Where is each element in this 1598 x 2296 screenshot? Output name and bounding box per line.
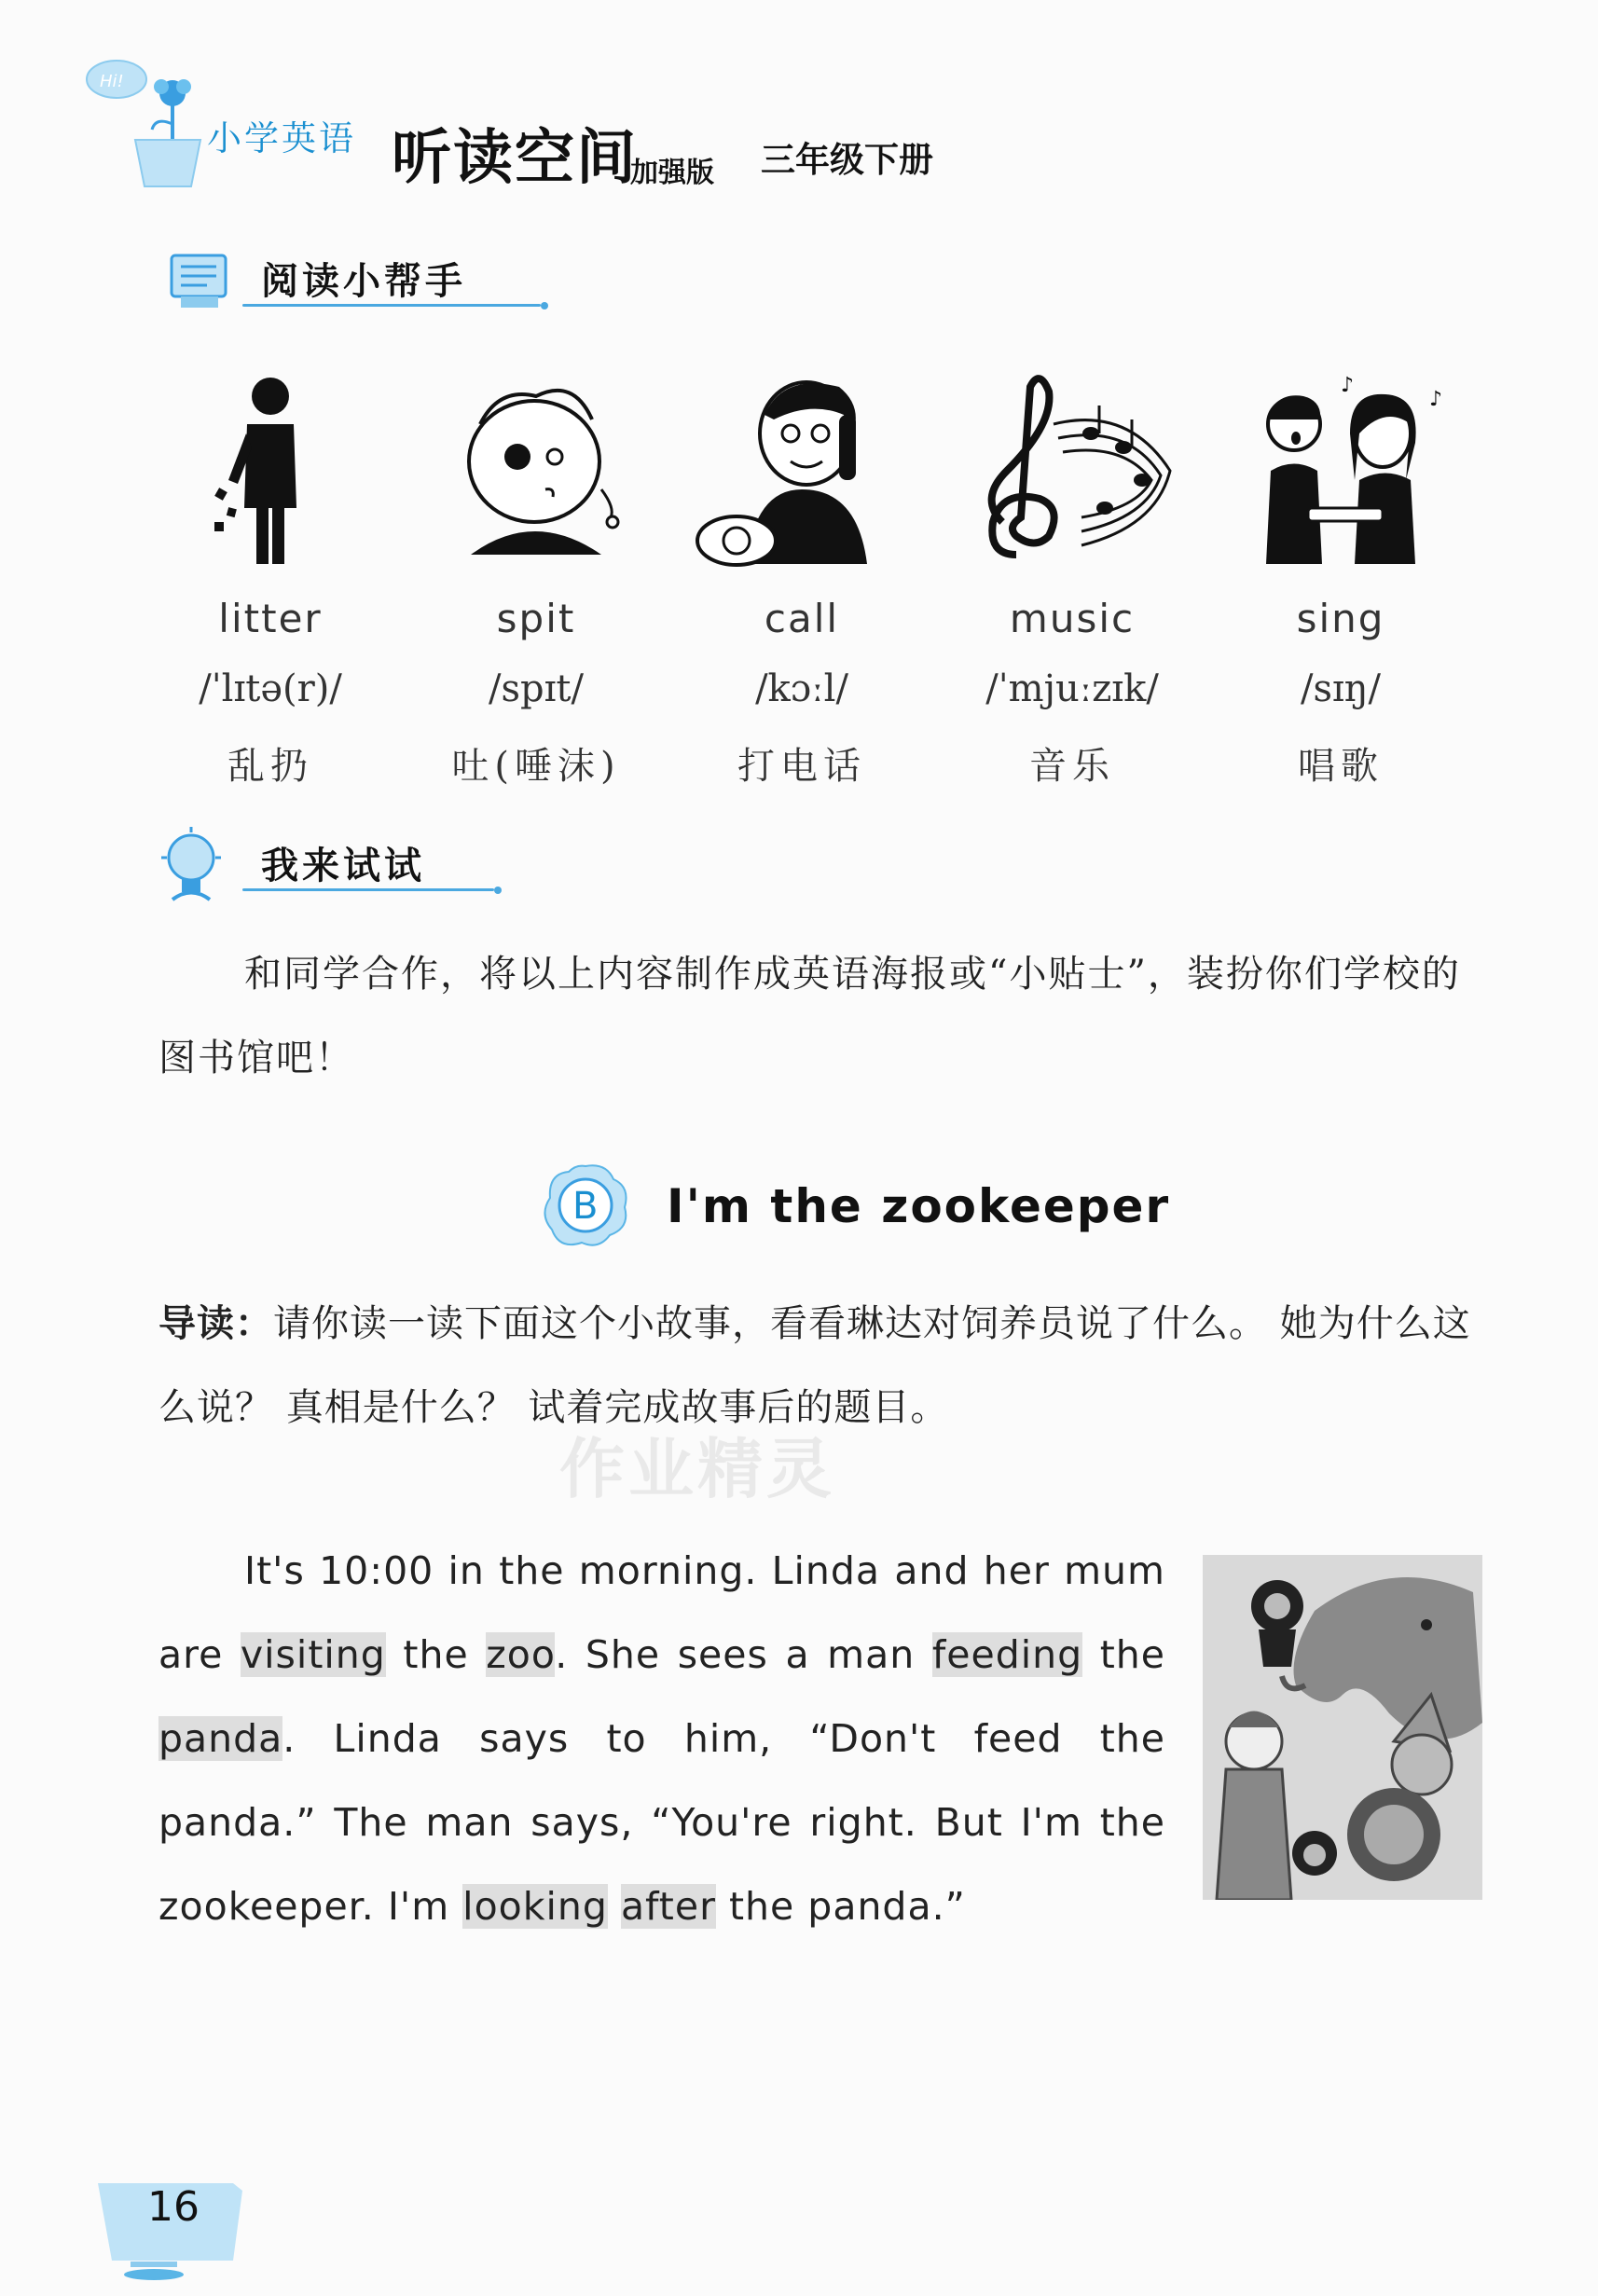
vocab-highlight: zoo [486,1632,556,1677]
vocab-highlight: looking [462,1884,608,1929]
word-english: sing [1296,596,1385,641]
book-title: 听读空间 [392,123,638,193]
series-name: 小学英语 [207,118,356,158]
svg-text:♪: ♪ [1341,374,1355,397]
word-card-spit [415,368,657,790]
word-phonetic: /ˈmjuːzɪk/ [985,667,1159,710]
guide-label: 导读： [158,1302,273,1345]
try-it-title: 我来试试 [261,845,425,887]
try-it-heading [154,825,508,900]
music-notes-icon [951,368,1193,573]
page-number: 16 [147,2183,200,2231]
svg-text:♪: ♪ [1429,388,1443,411]
flower-pot-logo-icon [79,51,210,191]
try-it-instructions: 和同学合作，将以上内容制作成英语海报或“小贴士”，装扮你们学校的图书馆吧！ [158,953,1461,1079]
word-card-music [951,368,1193,790]
word-phonetic: /spɪt/ [489,667,584,710]
heading-dot [541,302,548,309]
vocab-highlight: panda [158,1716,283,1761]
word-card-call [681,368,923,790]
word-phonetic: /sɪŋ/ [1300,667,1382,710]
vocab-highlight: visiting [240,1632,386,1677]
book-icon [168,250,233,313]
lesson-badge-letter: B [572,1185,599,1228]
heading-dot [494,887,502,894]
word-english: call [764,596,840,641]
word-english: litter [218,596,323,641]
heading-underline [242,304,541,307]
reading-helper-heading [158,241,559,315]
guide-body: 请你读一读下面这个小故事，看看琳达对饲养员说了什么。 她为什么这么说？ 真相是什么？ 试着完成故事后的题目。 [158,1302,1471,1429]
spitting-child-icon [415,368,657,573]
word-english: spit [496,596,576,641]
svg-text:Hi!: Hi! [100,72,124,91]
lesson-title-text: I'm the zookeeper [667,1179,1171,1233]
lightbulb-icon [154,825,228,909]
telephone-man-icon [681,368,923,573]
lesson-title [541,1161,1171,1254]
word-english: music [1009,596,1136,641]
word-phonetic: /kɔːl/ [755,667,848,710]
heading-underline [242,888,494,891]
word-chinese: 吐(唾沫) [451,745,621,788]
word-chinese: 音乐 [1029,745,1115,788]
word-card-sing [1219,368,1462,790]
lesson-b-badge-icon [541,1161,630,1250]
zoo-animals-illustration [1203,1555,1482,1900]
vocab-highlight: after [620,1884,716,1929]
edition-label: 加强版 [630,157,714,189]
word-chinese: 打电话 [737,745,866,788]
word-card-litter [149,368,392,790]
grade-label: 三年级下册 [761,140,933,180]
litter-person-icon [149,368,392,573]
vocabulary-list [177,368,1482,797]
singers-icon [1219,368,1462,573]
word-phonetic: /ˈlɪtə(r)/ [199,667,342,710]
vocab-highlight: feeding [931,1632,1083,1677]
word-chinese: 乱扔 [227,745,313,788]
watermark: 作业精灵 [559,1431,835,1507]
word-chinese: 唱歌 [1298,745,1384,788]
reading-helper-title: 阅读小帮手 [261,260,466,303]
story-text: It's 10:00 in the morning. Linda and her mum are visiting the zoo. She sees a man feeding the panda. Linda says to him, “Don't feed the panda.” The man says, “You're right. But I'm the zookeeper. I'm looking after the panda.” [158,1548,1165,1929]
